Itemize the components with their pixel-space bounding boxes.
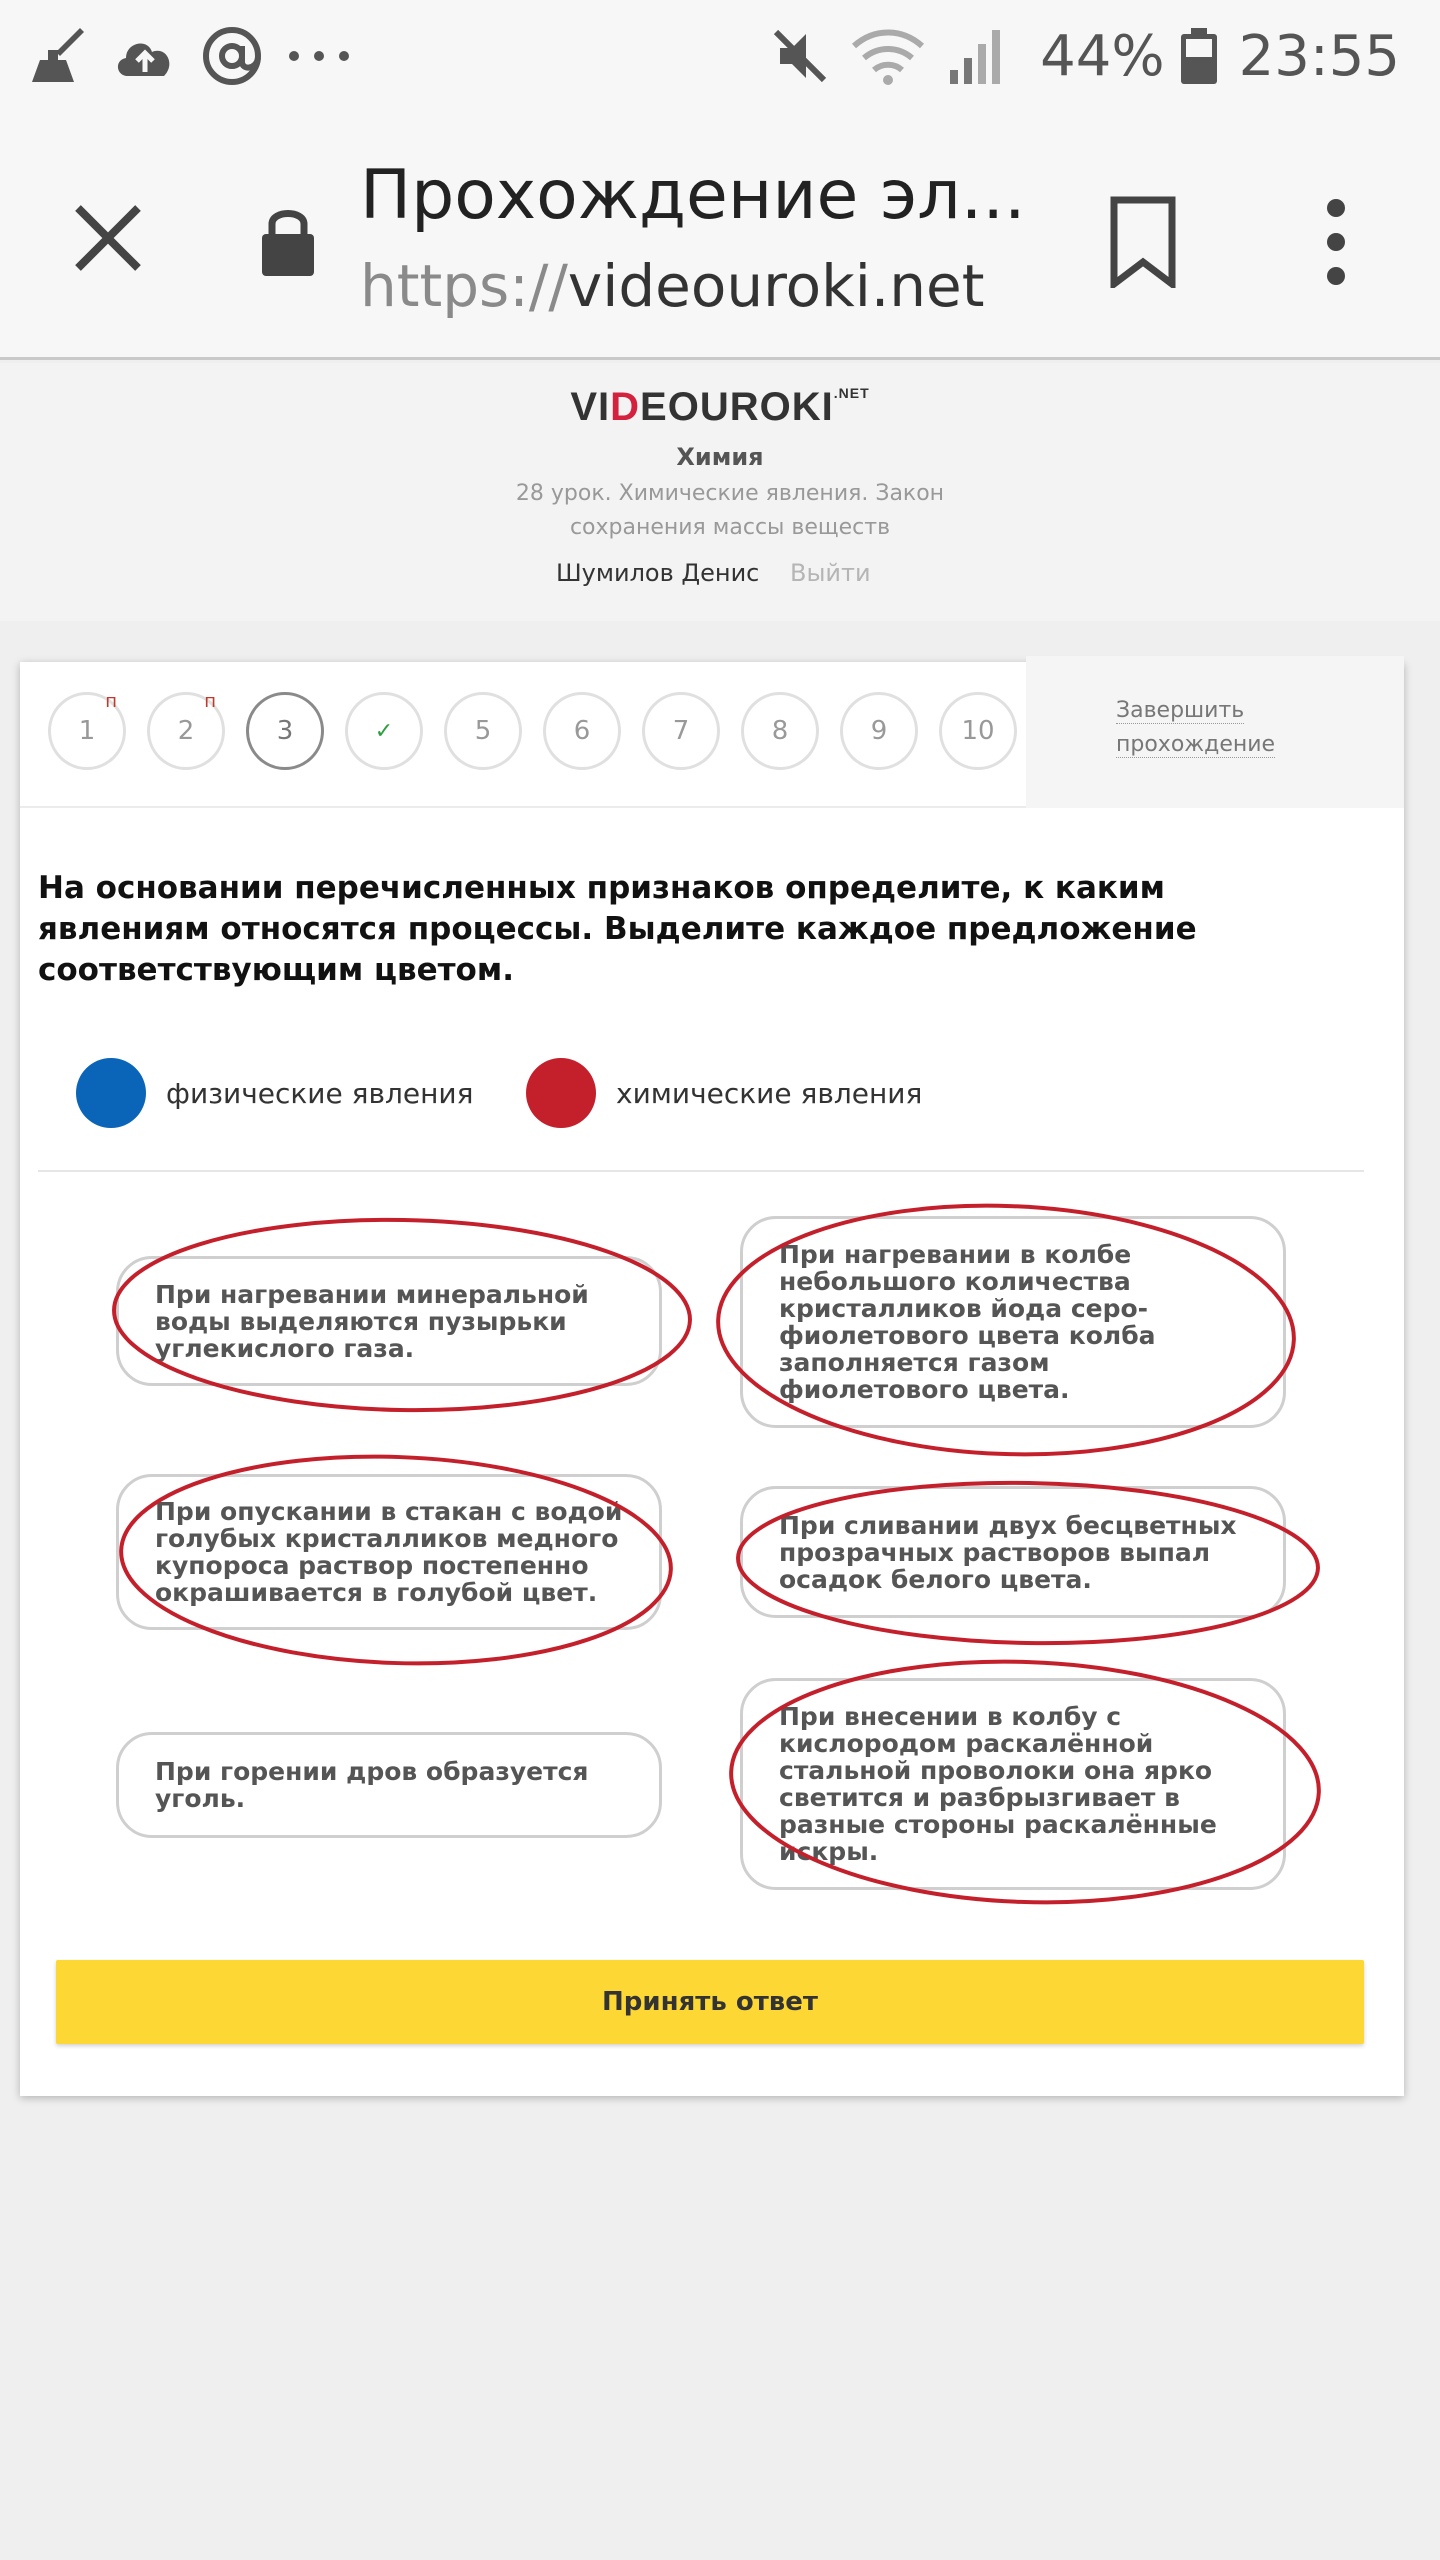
question-nav-5[interactable]: [444, 692, 522, 770]
muted-icon: [770, 26, 830, 86]
blue-color-swatch: [76, 1058, 146, 1128]
bookmark-icon[interactable]: [1108, 196, 1178, 288]
red-color-swatch: [526, 1058, 596, 1128]
logout-link[interactable]: Выйти: [790, 559, 871, 587]
question-number: 2: [177, 716, 195, 746]
question-nav-10[interactable]: [939, 692, 1017, 770]
cloud-upload-icon: [110, 24, 180, 88]
more-dots-icon: [284, 24, 354, 88]
question-text: На основании перечисленных признаков определите, к каким явлениям относятся процессы. Выделите каждое предложение соответствующим цветом.: [38, 870, 1197, 988]
question-mark: п: [204, 691, 216, 712]
more-vert-icon[interactable]: [1316, 196, 1356, 288]
question-nav-2[interactable]: [147, 692, 225, 770]
option-text: При опускании в стакан с водой голубых кристалликов медного купороса раствор постепенно окрашивается в голубой цвет.: [155, 1497, 623, 1607]
status-right: [770, 24, 1400, 88]
question-number: 7: [672, 716, 690, 746]
legend-chemical[interactable]: [526, 1058, 922, 1128]
question-number: 3: [276, 716, 294, 746]
check-icon: ✓: [374, 718, 394, 744]
option-text: При внесении в колбу с кислородом раскалённой стальной проволоки она ярко светится и разбрызгивает в разные стороны раскалённые искры.: [779, 1702, 1217, 1866]
question-nav-4[interactable]: [345, 692, 423, 770]
question-nav: [20, 662, 1404, 808]
question-nav-3[interactable]: [246, 692, 324, 770]
status-bar: [0, 0, 1440, 112]
option-text: При нагревании минеральной воды выделяются пузырьки углекислого газа.: [155, 1279, 589, 1363]
site-header: [0, 363, 1440, 621]
legend-physical[interactable]: [76, 1058, 473, 1128]
answer-option-5[interactable]: [116, 1732, 662, 1838]
question-nav-7[interactable]: [642, 692, 720, 770]
quiz-card: [20, 662, 1404, 2096]
submit-answer-button[interactable]: Принять ответ: [56, 1960, 1364, 2044]
option-text: При горении дров образуется уголь.: [155, 1757, 589, 1813]
site-logo[interactable]: [0, 385, 1440, 430]
question-number: 5: [474, 716, 492, 746]
answer-option-2[interactable]: [740, 1216, 1286, 1428]
legend-physical-label: физические явления: [166, 1076, 474, 1110]
question-mark: п: [105, 691, 117, 712]
url-bar[interactable]: [360, 252, 984, 320]
question-nav-6[interactable]: [543, 692, 621, 770]
status-left-icons: [26, 24, 374, 88]
finish-link[interactable]: [1116, 694, 1356, 762]
browser-toolbar: [0, 112, 1440, 360]
question-nav-1[interactable]: [48, 692, 126, 770]
lesson-title: 28 урок. Химические явления. Закон сохранения массы веществ: [515, 481, 945, 540]
logo-part-2: D: [610, 385, 641, 429]
question-nav-8[interactable]: [741, 692, 819, 770]
question-number: 6: [573, 716, 591, 746]
option-text: При сливании двух бесцветных прозрачных растворов выпал осадок белого цвета.: [779, 1510, 1237, 1594]
answer-option-1[interactable]: [116, 1256, 662, 1386]
option-text: При нагревании в колбе небольшого количества кристалликов йода серо-фиолетового цвета колба заполняется газом фиолетового цвета.: [779, 1240, 1156, 1404]
answer-option-6[interactable]: [740, 1678, 1286, 1890]
logo-part-1: VI: [570, 385, 611, 429]
question-number: 10: [961, 716, 995, 746]
logo-part-3: EOUROKI: [640, 385, 834, 429]
lock-icon: [258, 202, 318, 278]
question-number: 8: [771, 716, 789, 746]
question-number: 9: [870, 716, 888, 746]
question-nav-9[interactable]: [840, 692, 918, 770]
clock: 23:55: [1238, 23, 1400, 89]
page-title: Прохождение эл...: [360, 156, 1026, 235]
signal-icon: [946, 26, 1006, 86]
subject-title: Химия: [676, 443, 764, 471]
battery-percent: 44%: [1040, 23, 1165, 89]
finish-panel: [1026, 656, 1404, 808]
battery-icon: [1179, 26, 1219, 86]
url-scheme: https://: [360, 252, 568, 320]
wifi-icon: [850, 26, 926, 86]
legend-chemical-label: химические явления: [616, 1076, 923, 1110]
url-host: videouroki.net: [567, 252, 985, 320]
cleaner-icon: [26, 24, 90, 88]
at-sign-icon: [200, 24, 264, 88]
divider: [38, 1170, 1364, 1172]
close-icon[interactable]: [70, 200, 146, 276]
question-number: 1: [78, 716, 96, 746]
finish-label: Завершить прохождение: [1116, 698, 1276, 757]
user-name: Шумилов Денис: [556, 559, 760, 587]
answer-option-3[interactable]: [116, 1474, 662, 1630]
logo-suffix: .NET: [833, 385, 870, 401]
answer-option-4[interactable]: [740, 1486, 1286, 1618]
